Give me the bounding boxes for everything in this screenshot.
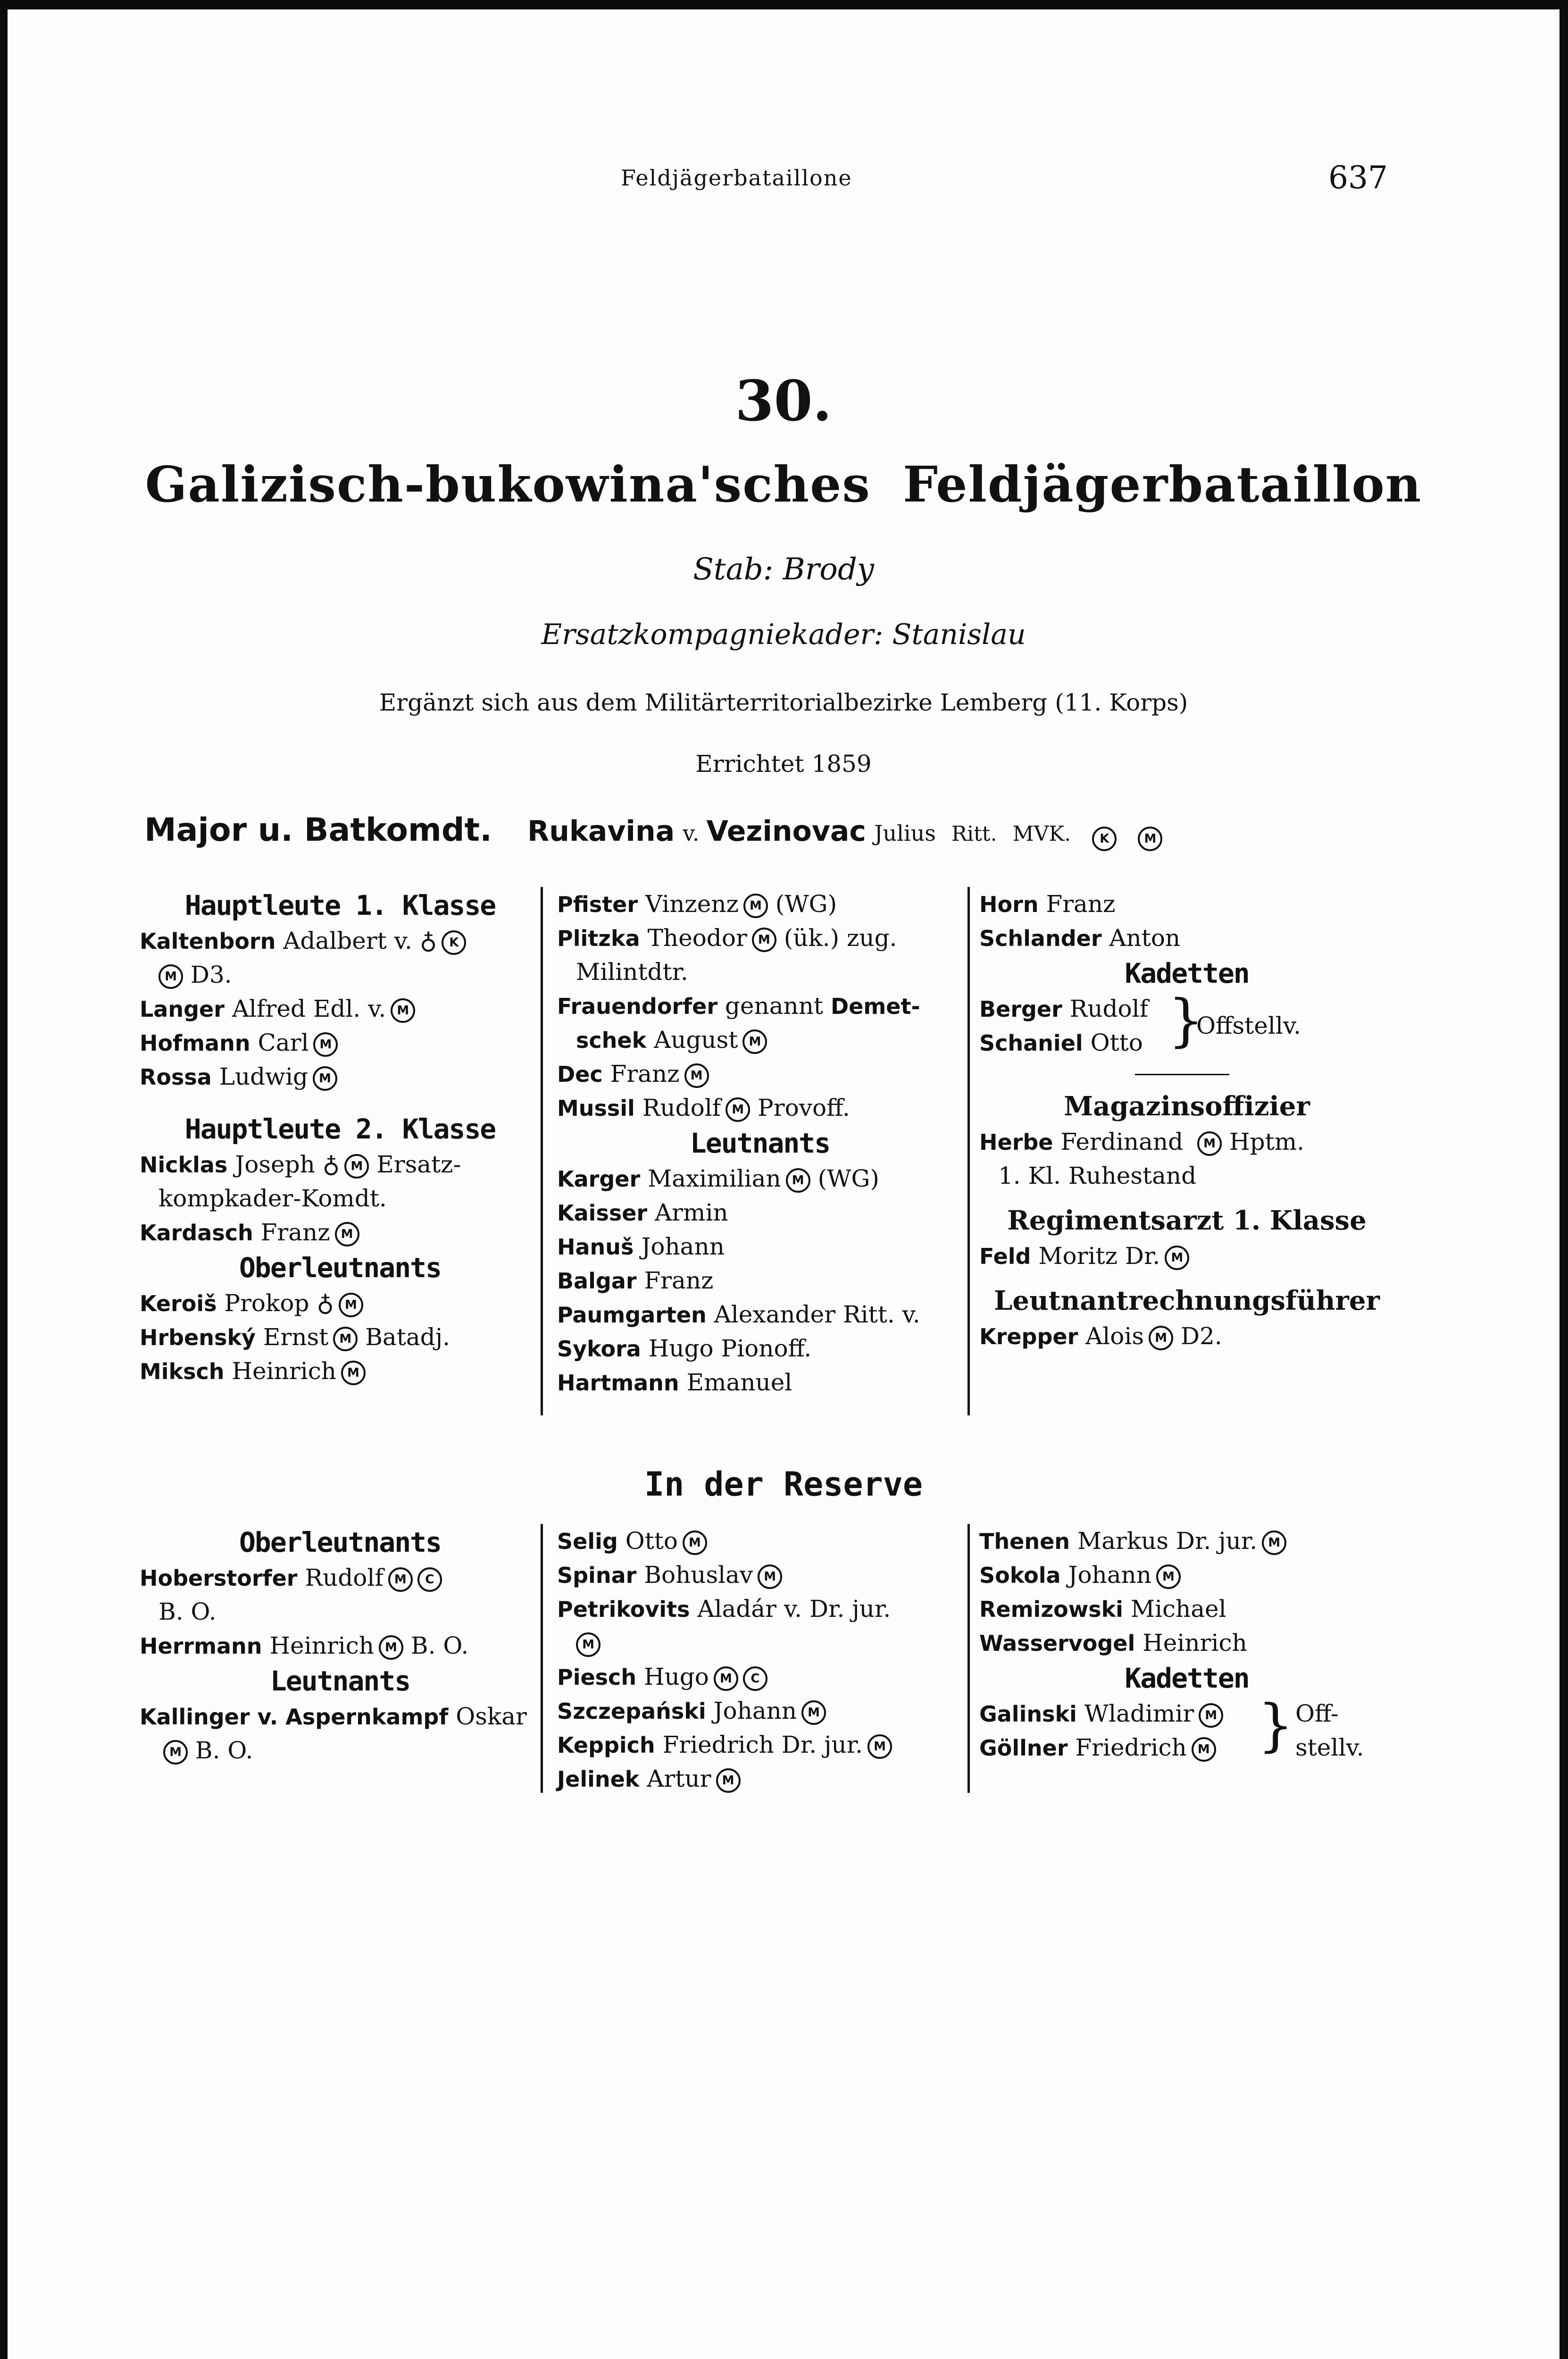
circle-m-icon: M bbox=[1192, 1737, 1216, 1762]
circle-c-icon: C bbox=[417, 1567, 442, 1592]
heading-leutnants: Leutnants bbox=[690, 1127, 830, 1159]
list-item: Kaltenborn Adalbert v. ♁ K bbox=[140, 924, 541, 958]
errichtet-line: Errichtet 1859 bbox=[695, 750, 872, 778]
ergaenzt-line: Ergänzt sich aus dem Militärterritorialbezirke Lemberg (11. Korps) bbox=[379, 689, 1188, 716]
list-item: Milintdtr. bbox=[576, 958, 688, 986]
column-divider bbox=[541, 1524, 543, 1793]
list-item: Sokola Johann M bbox=[979, 1558, 1394, 1592]
circle-m-icon: M bbox=[1197, 1131, 1222, 1156]
heading-regimentsarzt: Regimentsarzt 1. Klasse bbox=[1007, 1205, 1367, 1236]
brace-note-2: stellv. bbox=[1295, 1734, 1364, 1761]
list-item: Pfister Vinzenz M (WG) bbox=[557, 890, 837, 918]
circle-m-icon: M bbox=[1156, 1564, 1181, 1589]
list-item: Göllner Friedrich M bbox=[979, 1731, 1394, 1765]
list-item: Jelinek Artur M bbox=[557, 1762, 963, 1796]
ersatz-line: Ersatzkompagniekader: Stanislau bbox=[541, 618, 1026, 651]
list-item: M B. O. bbox=[140, 1733, 541, 1767]
list-item: Kallinger v. Aspernkampf Oskar bbox=[140, 1703, 527, 1730]
heading-hauptleute-1: Hauptleute 1. Klasse bbox=[184, 889, 496, 921]
major-label: Major u. Batkomdt. bbox=[144, 811, 492, 849]
circle-m-icon: M bbox=[683, 1531, 707, 1555]
list-item: Schlander Anton bbox=[979, 924, 1181, 952]
stab-line: Stab: Brody bbox=[693, 552, 874, 587]
major-von: v. bbox=[683, 820, 700, 846]
list-item: Petrikovits Aladár v. Dr. jur. bbox=[557, 1595, 891, 1623]
brace: } bbox=[1168, 988, 1204, 1054]
list-item: Sykora Hugo Pionoff. bbox=[557, 1335, 812, 1362]
list-item: Spinar Bohuslav M bbox=[557, 1558, 963, 1592]
list-item: Hofmann Carl M bbox=[140, 1026, 541, 1060]
running-head bbox=[8, 159, 1560, 203]
list-item: Hartmann Emanuel bbox=[557, 1369, 792, 1396]
circle-c-icon: C bbox=[743, 1666, 767, 1691]
circle-m-icon: M bbox=[758, 1564, 782, 1589]
circle-m-icon: M bbox=[158, 964, 183, 989]
staff-column-2 bbox=[557, 887, 963, 1399]
list-item: Mussil Rudolf M Provoff. bbox=[557, 1094, 850, 1121]
list-item: Frauendorfer genannt Demet- bbox=[557, 992, 920, 1020]
circle-m-icon: M bbox=[163, 1740, 188, 1765]
circle-m-icon: M bbox=[344, 1154, 369, 1179]
reserve-column-3 bbox=[979, 1524, 1394, 1765]
staff-column-1 bbox=[140, 887, 541, 1388]
circle-k-icon: K bbox=[1092, 827, 1117, 851]
circle-m-icon: M bbox=[576, 1632, 601, 1657]
list-item: Wasservogel Heinrich bbox=[979, 1629, 1247, 1656]
list-item: B. O. bbox=[158, 1598, 217, 1625]
section-number: 30. bbox=[735, 368, 832, 434]
list-item: Keppich Friedrich Dr. jur. M bbox=[557, 1728, 963, 1762]
circle-m-icon: M bbox=[684, 1063, 709, 1088]
list-item: Nicklas Joseph ♁ M Ersatz- bbox=[140, 1151, 461, 1178]
list-item: Paumgarten Alexander Ritt. v. bbox=[557, 1301, 920, 1328]
list-item: Rossa Ludwig M bbox=[140, 1060, 541, 1094]
major-rest: Ritt. bbox=[951, 822, 997, 846]
list-item: Piesch Hugo M C bbox=[557, 1660, 963, 1694]
list-item: Galinski Wladimir M bbox=[979, 1697, 1394, 1731]
brace-note-1: Off- bbox=[1295, 1700, 1339, 1727]
heading-leutnantrechnungsfuehrer: Leutnantrechnungsführer bbox=[993, 1285, 1380, 1316]
list-item: Herrmann Heinrich M B. O. bbox=[140, 1632, 469, 1659]
circle-m-icon: M bbox=[1149, 1326, 1173, 1350]
column-divider bbox=[967, 887, 970, 1415]
list-item: Kardasch Franz M bbox=[140, 1215, 541, 1249]
list-item: Hrbenský Ernst M Batadj. bbox=[140, 1323, 450, 1351]
kadetten-group bbox=[979, 988, 1394, 1060]
list-item: Berger Rudolf bbox=[979, 995, 1149, 1022]
heading-oberleutnants: Oberleutnants bbox=[239, 1526, 441, 1558]
list-item: Hoberstorfer Rudolf M C bbox=[140, 1561, 541, 1595]
column-divider bbox=[967, 1524, 970, 1793]
list-item: Langer Alfred Edl. v. M bbox=[140, 992, 541, 1026]
circle-k-icon: K bbox=[442, 930, 466, 955]
order-icon: ♁ bbox=[419, 927, 437, 954]
kadetten-group bbox=[979, 1693, 1394, 1765]
staff-column-3 bbox=[979, 887, 1394, 1353]
circle-m-icon: M bbox=[1138, 827, 1162, 851]
circle-m-icon: M bbox=[388, 1567, 413, 1592]
list-item: Karger Maximilian M (WG) bbox=[557, 1165, 879, 1192]
brace: } bbox=[1258, 1693, 1294, 1758]
list-item bbox=[557, 1626, 963, 1660]
circle-m-icon: M bbox=[742, 1029, 767, 1054]
reserve-column-2 bbox=[557, 1524, 963, 1796]
circle-m-icon: M bbox=[391, 998, 415, 1023]
list-item: Szczepański Johann M bbox=[557, 1694, 963, 1728]
list-item: kompkader-Komdt. bbox=[158, 1185, 387, 1212]
heading-hauptleute-2: Hauptleute 2. Klasse bbox=[184, 1113, 496, 1145]
circle-m-icon: M bbox=[313, 1066, 337, 1091]
brace-note: Offstellv. bbox=[1196, 1012, 1301, 1039]
list-item: M D3. bbox=[140, 958, 541, 992]
circle-m-icon: M bbox=[743, 894, 768, 918]
circle-m-icon: M bbox=[867, 1734, 892, 1759]
list-item: Miksch Heinrich M bbox=[140, 1354, 541, 1388]
heading-kadetten: Kadetten bbox=[1125, 1662, 1249, 1694]
circle-m-icon: M bbox=[752, 928, 776, 952]
list-item: Plitzka Theodor M (ük.) zug. bbox=[557, 924, 897, 952]
reserve-column-1 bbox=[140, 1524, 541, 1767]
section-title: Galizisch-bukowina'sches Feldjägerbataillon bbox=[145, 455, 1422, 513]
order-icon: ♁ bbox=[317, 1289, 334, 1317]
circle-m-icon: M bbox=[801, 1700, 826, 1725]
list-item: Thenen Markus Dr. jur. M bbox=[979, 1524, 1394, 1558]
circle-m-icon: M bbox=[313, 1032, 338, 1057]
circle-m-icon: M bbox=[726, 1097, 750, 1122]
list-item: Keroiš Prokop ♁ M bbox=[140, 1286, 541, 1320]
list-item: Kaisser Armin bbox=[557, 1199, 728, 1226]
circle-m-icon: M bbox=[333, 1327, 358, 1351]
list-item: Feld Moritz Dr. M bbox=[979, 1239, 1394, 1273]
list-item: Krepper Alois M D2. bbox=[979, 1322, 1222, 1350]
heading-magazinsoffizier: Magazinsoffizier bbox=[1064, 1091, 1310, 1122]
major-line bbox=[144, 811, 1512, 851]
running-head-title: Feldjägerbataillone bbox=[621, 165, 852, 191]
list-item: Dec Franz M bbox=[557, 1057, 963, 1091]
major-award: MVK. bbox=[1012, 822, 1071, 846]
major-given: Julius bbox=[874, 820, 936, 846]
list-item: Herbe Ferdinand M Hptm. bbox=[979, 1128, 1305, 1155]
page-number: 637 bbox=[1328, 159, 1388, 196]
list-item: 1. Kl. Ruhestand bbox=[998, 1162, 1197, 1189]
list-item: Horn Franz bbox=[979, 890, 1116, 918]
reserve-heading: In der Reserve bbox=[644, 1465, 923, 1504]
short-divider bbox=[1135, 1074, 1229, 1075]
list-item: Remizowski Michael bbox=[979, 1595, 1226, 1623]
major-name: Rukavina bbox=[527, 815, 675, 848]
circle-m-icon: M bbox=[341, 1361, 366, 1385]
circle-m-icon: M bbox=[714, 1666, 738, 1691]
order-icon: ♁ bbox=[322, 1151, 340, 1178]
circle-m-icon: M bbox=[1262, 1531, 1286, 1555]
column-divider bbox=[541, 887, 543, 1415]
heading-oberleutnants: Oberleutnants bbox=[239, 1252, 441, 1284]
document-page bbox=[8, 9, 1560, 2359]
list-item: schek August M bbox=[557, 1023, 963, 1057]
list-item: Schaniel Otto bbox=[979, 1029, 1143, 1056]
list-item: Balgar Franz bbox=[557, 1267, 714, 1294]
circle-m-icon: M bbox=[786, 1168, 810, 1193]
circle-m-icon: M bbox=[339, 1293, 363, 1317]
circle-m-icon: M bbox=[379, 1635, 403, 1660]
list-item: Selig Otto M bbox=[557, 1524, 963, 1558]
list-item: Hanuš Johann bbox=[557, 1233, 725, 1260]
circle-m-icon: M bbox=[335, 1222, 359, 1246]
circle-m-icon: M bbox=[1199, 1703, 1223, 1728]
circle-m-icon: M bbox=[716, 1768, 741, 1793]
heading-leutnants: Leutnants bbox=[270, 1665, 410, 1697]
circle-m-icon: M bbox=[1165, 1246, 1189, 1270]
heading-kadetten: Kadetten bbox=[1125, 957, 1249, 989]
major-name2: Vezinovac bbox=[706, 815, 866, 848]
